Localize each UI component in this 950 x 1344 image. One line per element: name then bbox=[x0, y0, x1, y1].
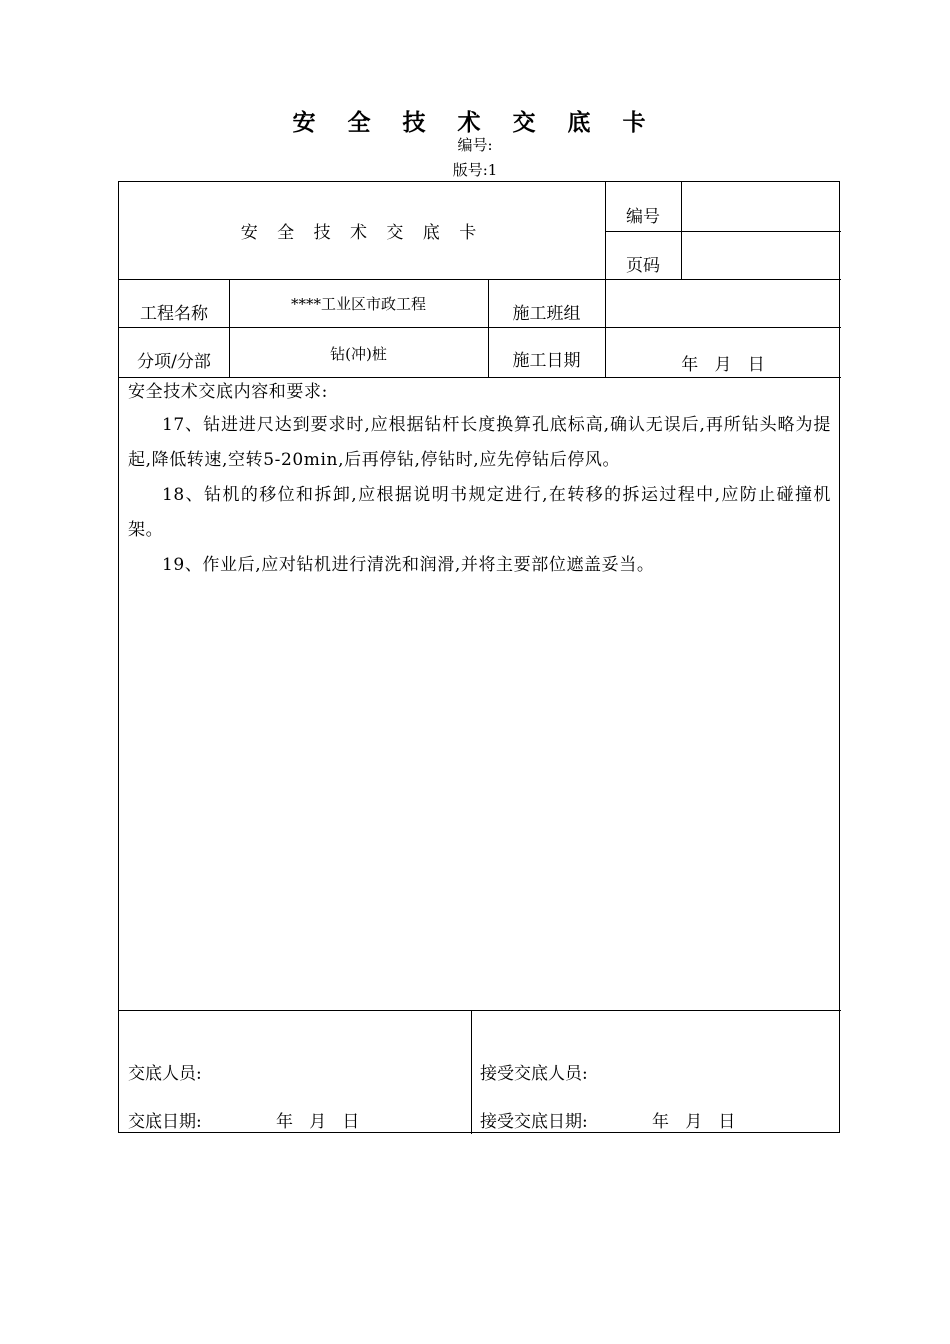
construction-date-value[interactable]: 年 月 日 bbox=[681, 355, 765, 375]
card-title: 安 全 技 术 交 底 卡 bbox=[240, 223, 484, 243]
subproject-value[interactable]: 钻(冲)桩 bbox=[330, 345, 387, 363]
version-label: 版号:1 bbox=[452, 161, 498, 179]
project-name-label: 工程名称 bbox=[140, 304, 208, 324]
project-name-value[interactable]: ****工业区市政工程 bbox=[290, 295, 426, 313]
presenter-date-label: 交底日期: bbox=[128, 1112, 202, 1132]
card-number-field[interactable] bbox=[681, 182, 841, 231]
safety-briefing-form bbox=[118, 181, 840, 1133]
page-title: 安 全 技 术 交 底 卡 bbox=[292, 109, 658, 136]
page-number-field[interactable] bbox=[681, 231, 841, 279]
divider bbox=[119, 1010, 841, 1011]
content-paragraph: 18、钻机的移位和拆卸,应根据说明书规定进行,在转移的拆运过程中,应防止碰撞机架。 bbox=[128, 485, 831, 540]
receiver-date-value[interactable]: 年 月 日 bbox=[652, 1112, 736, 1132]
presenter-date-value[interactable]: 年 月 日 bbox=[276, 1112, 360, 1132]
content-paragraph: 17、钻进进尺达到要求时,应根据钻杆长度换算孔底标高,确认无误后,再所钻头略为提起,降低转速,空转5-20min,后再停钻,停钻时,应先停钻后停风。 bbox=[128, 415, 831, 470]
receiver-date-label: 接受交底日期: bbox=[480, 1112, 588, 1132]
document-number-label: 编号: bbox=[457, 136, 493, 154]
construction-date-label: 施工日期 bbox=[512, 351, 581, 371]
content-paragraph: 19、作业后,应对钻机进行清洗和润滑,并将主要部位遮盖妥当。 bbox=[162, 555, 655, 575]
receiver-label: 接受交底人员: bbox=[480, 1064, 588, 1084]
content-heading: 安全技术交底内容和要求: bbox=[128, 382, 328, 402]
divider bbox=[471, 1010, 472, 1134]
page-number-label: 页码 bbox=[626, 256, 660, 276]
team-label: 施工班组 bbox=[512, 304, 581, 324]
card-number-label: 编号 bbox=[626, 207, 660, 227]
briefing-content bbox=[128, 378, 831, 1008]
team-field[interactable] bbox=[605, 279, 841, 327]
subproject-label: 分项/分部 bbox=[137, 352, 211, 372]
presenter-label: 交底人员: bbox=[128, 1064, 202, 1084]
